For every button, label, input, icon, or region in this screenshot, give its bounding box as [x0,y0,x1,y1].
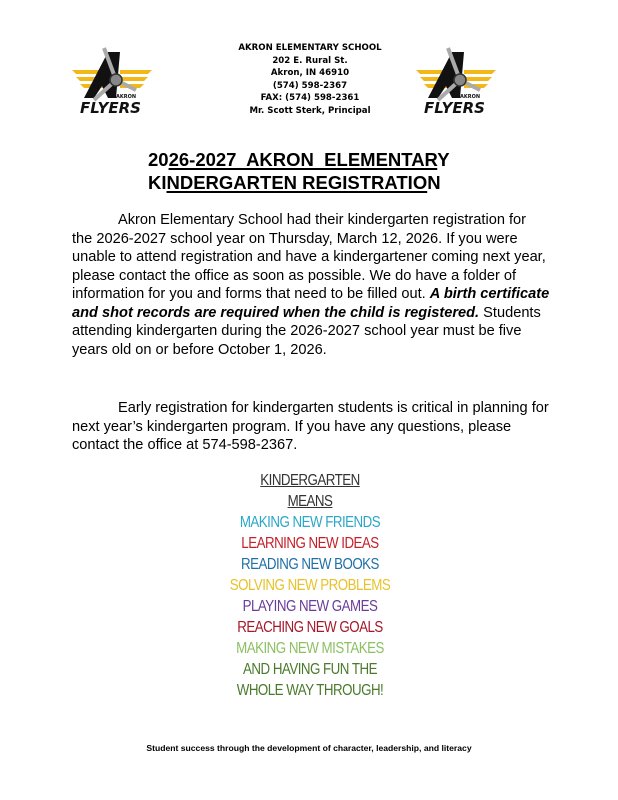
page-title [148,148,450,194]
school-name: AKRON ELEMENTARY SCHOOL [238,43,382,53]
means-line: REACHING NEW GOALS [237,619,383,636]
svg-text:AKRON: AKRON [116,94,137,100]
title-line-2-underlined: NDERGARTEN REGISTRATIO [166,172,428,193]
akron-flyers-logo-icon [64,38,160,118]
akron-flyers-logo-icon [408,38,504,118]
means-heading-1: KINDERGARTEN [260,472,360,489]
letterhead [190,42,430,118]
paragraph-text: Early registration for kindergarten students is critical in planning for next year’s kindergarten program. If you have any questions, please contact the office at 574-598-2367. [72,400,549,453]
svg-text:FLYERS: FLYERS [80,99,141,117]
means-line: MAKING NEW FRIENDS [239,514,381,531]
means-line: PLAYING NEW GAMES [242,598,378,615]
school-street: 202 E. Rural St. [272,55,348,66]
kindergarten-means-list [181,470,439,701]
school-fax: FAX: (574) 598-2361 [260,93,360,104]
svg-text:FLYERS: FLYERS [424,99,485,117]
title-line-1-underlined: 26-2027 AKRON ELEMENTAR [168,149,438,170]
school-principal: Mr. Scott Sterk, Principal [249,105,371,116]
paragraph-text: Akron Elementary School had their kindergarten registration for the 2026-2027 school year on Thursday, March 12, 2026. If you were unable to attend registration and have a kindergartener coming next year, please contact the office as soon as possible. We do have a folder of information for you and forms that need to be filled out. [72,212,546,302]
svg-text:AKRON: AKRON [460,94,481,100]
early-registration-paragraph [72,399,550,455]
registration-paragraph [72,211,550,359]
means-line: WHOLE WAY THROUGH! [236,682,384,699]
akron-flyers-logo-left [64,38,160,118]
title-line-2-prefix: KI [148,172,167,193]
title-line-2-suffix: N [427,172,441,193]
title-line-1-prefix: 20 [148,149,169,170]
means-heading-2: MEANS [287,493,333,510]
school-phone: (574) 598-2367 [272,80,348,91]
paragraph-text: Students attending kindergarten during the 2026-2027 school year must be five years old on or before October 1, 2026. [72,304,541,358]
means-line: READING NEW BOOKS [241,556,379,573]
title-line-2 [148,171,450,194]
title-line-1-suffix: Y [437,149,450,170]
required-documents-emphasis: A birth certificate and shot records are required when the child is registered. [72,286,550,321]
akron-flyers-logo-right [408,38,504,118]
title-line-1 [148,148,450,171]
means-line: SOLVING NEW PROBLEMS [229,577,391,594]
means-line: AND HAVING FUN THE [243,661,377,678]
school-city: Akron, IN 46910 [270,68,350,79]
footer-motto: Student success through the development of character, leadership, and literacy [146,743,472,753]
means-line: MAKING NEW MISTAKES [236,640,384,657]
means-line: LEARNING NEW IDEAS [241,535,379,552]
